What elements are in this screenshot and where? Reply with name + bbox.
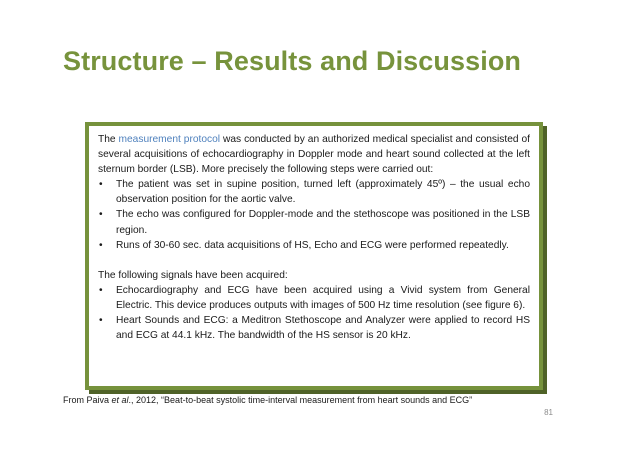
step-text: The patient was set in supine position, turned left (approximately 45º) – the usual echo observation position for the aortic valve. (116, 179, 530, 206)
slide-title: Structure – Results and Discussion (63, 46, 522, 76)
bullet-icon: • (99, 284, 103, 296)
bullet-icon: • (99, 239, 103, 251)
source-prefix: From Paiva (63, 395, 112, 405)
list-item (98, 283, 530, 313)
bullet-icon: • (99, 315, 103, 327)
page-number: 81 (544, 408, 553, 417)
intro-rest: was conducted by an authorized medical specialist and consisted of several acquisitions of echocardiography in Doppler mode and heart sound collected at the left sternum border (LSB). More precisely the following steps were carried out: (98, 134, 531, 176)
step-text: The echo was configured for Doppler-mode and the stethoscope was positioned in the LSB region. (116, 209, 530, 236)
protocol-steps-list (98, 177, 530, 252)
list-item (98, 207, 530, 237)
source-etal: et al (111, 395, 129, 405)
intro-lead: The (98, 134, 119, 145)
source-suffix: ., 2012, “Beat-to-beat systolic time-interval measurement from heart sounds and ECG” (128, 395, 473, 405)
signal-text: Heart Sounds and ECG: a Meditron Stethoscope and Analyzer were applied to record HS and ECG at 44.1 kHz. The bandwidth of the HS sensor is 20 kHz. (116, 315, 530, 342)
measurement-protocol-highlight: measurement protocol (118, 134, 221, 145)
list-item (98, 177, 530, 207)
list-item (98, 313, 530, 343)
signals-list (98, 283, 530, 343)
intro-paragraph (98, 132, 530, 177)
bullet-icon: • (99, 209, 103, 221)
signal-text: Echocardiography and ECG have been acquired using a Vivid system from General Electric. This device produces outputs with images of 500 Hz time resolution (see figure 6). (116, 284, 530, 311)
bullet-icon: • (99, 179, 103, 191)
step-text: Runs of 30-60 sec. data acquisitions of HS, Echo and ECG were performed repeatedly. (116, 239, 509, 251)
signals-heading: The following signals have been acquired: (98, 269, 288, 281)
source-citation (63, 394, 472, 406)
list-item (98, 238, 530, 253)
paragraph-spacer (98, 253, 530, 268)
content-box (85, 122, 543, 390)
